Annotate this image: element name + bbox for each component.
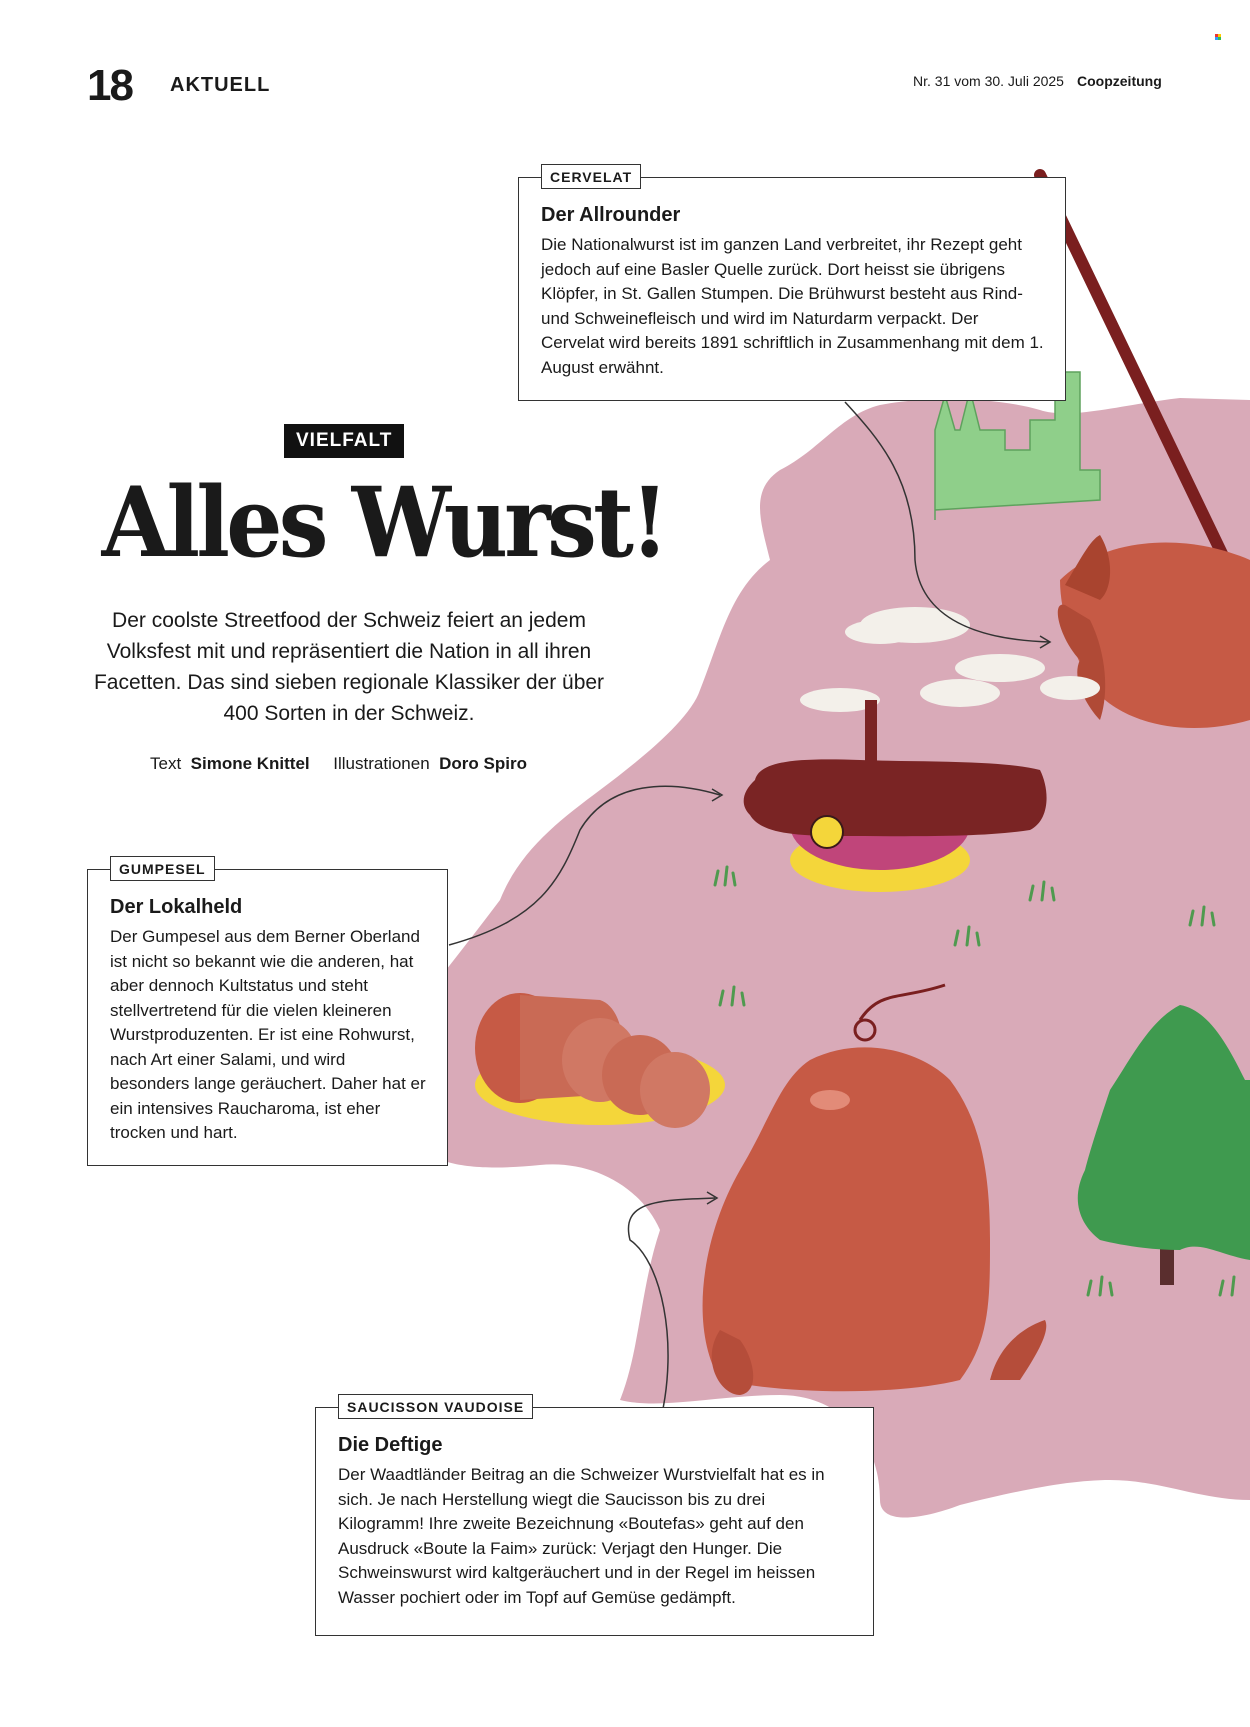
- article-title: Alles Wurst!: [101, 466, 666, 579]
- kicker-label: VIELFALT: [284, 424, 404, 458]
- box-body: Der Gumpesel aus dem Berner Oberland ist nicht so bekannt wie die anderen, hat aber dennoch Kultstatus und steht stellvertretend für die vielen kleineren Wurstproduzenten. Er ist eine Rohwurst, nach Art einer Salami, und wird besonders lange geräuchert. Daher hat er ein intensives Raucharoma, ist eher trocken und hart.: [110, 927, 426, 1142]
- section-label: AKTUELL: [170, 74, 271, 96]
- info-box-saucisson-vaudoise: [315, 1399, 874, 1636]
- cervelat-sausage-icon: [1058, 535, 1250, 728]
- box-label: CERVELAT: [541, 164, 641, 189]
- info-box-cervelat: [518, 169, 1066, 401]
- issue-info: Nr. 31 vom 30. Juli 2025: [913, 73, 1064, 89]
- credits: [150, 754, 527, 774]
- article-lead: Der coolste Streetfood der Schweiz feiert an jedem Volksfest mit und repräsentiert die Nation in all ihren Facetten. Das sind sieben regionale Klassiker der über 400 Sorten in der Schweiz.: [93, 609, 605, 725]
- box-label: SAUCISSON VAUDOISE: [338, 1394, 533, 1419]
- box-body: Der Waadtländer Beitrag an die Schweizer Wurstvielfalt hat es in sich. Je nach Herstellung wiegt die Saucisson bis zu drei Kilogramm! Ihre zweite Bezeichnung «Boutefas» geht auf den Ausdruck «Boute la Faim» zurück: Verjagt den Hunger. Die Schweinswurst wird kaltgeräuchert und in der Regel im heissen Wasser pochiert oder im Topf auf Gemüse gedämpft.: [338, 1465, 825, 1607]
- text-label: Text: [150, 754, 182, 773]
- illustrator-name: Doro Spiro: [439, 754, 527, 773]
- author-name: Simone Knittel: [190, 754, 310, 773]
- box-heading: Der Allrounder: [541, 204, 681, 226]
- box-label: GUMPESEL: [110, 856, 215, 881]
- illustrations-label: Illustrationen: [333, 754, 430, 773]
- info-box-gumpesel: [87, 861, 448, 1166]
- page-number: 18: [87, 61, 132, 110]
- box-body: Die Nationalwurst ist im ganzen Land verbreitet, ihr Rezept geht jedoch auf eine Basler Quelle zurück. Dort heisst sie übrigens Klöpfer, in St. Gallen Stumpen. Die Brühwurst besteht aus Rind- und Schweinefleisch und wird im Naturdarm verpackt. Der Cervelat wird bereits 1891 schriftlich in Zusammenhang mit dem 1. August erwähnt.: [541, 235, 1044, 377]
- box-heading: Die Deftige: [338, 1434, 443, 1456]
- publication-name: Coopzeitung: [1077, 73, 1162, 89]
- box-heading: Der Lokalheld: [110, 896, 243, 918]
